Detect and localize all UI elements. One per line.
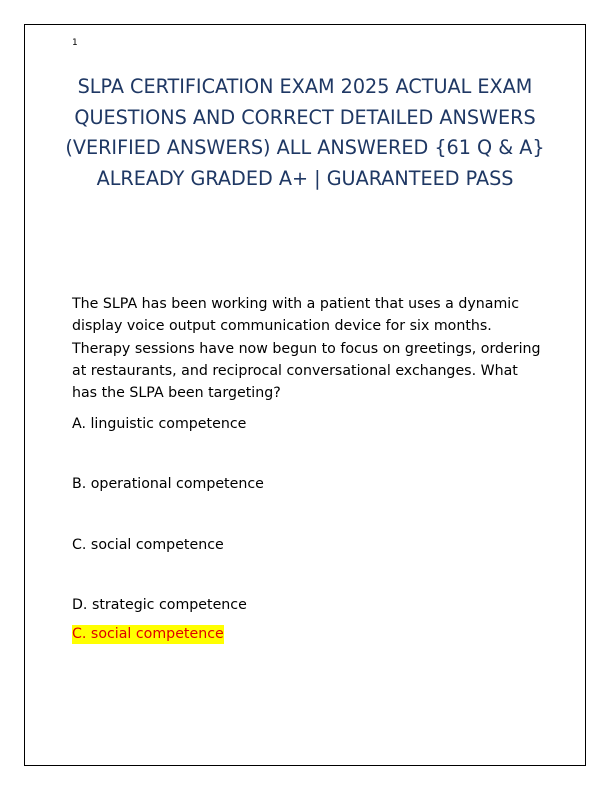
correct-answer: C. social competence xyxy=(72,626,224,642)
option-b: B. operational competence xyxy=(72,476,264,492)
page-number: 1 xyxy=(72,38,78,48)
option-d: D. strategic competence xyxy=(72,597,247,613)
option-a: A. linguistic competence xyxy=(72,416,247,432)
document-title: SLPA CERTIFICATION EXAM 2025 ACTUAL EXAM QUESTIONS AND CORRECT DETAILED ANSWERS (VERIFIED ANSWERS) ALL ANSWERED {61 Q & A} ALREADY GRADED A+ | GUARANTEED PASS xyxy=(65,75,545,190)
question-text: The SLPA has been working with a patient that uses a dynamic display voice output communication device for six months. Therapy sessions have now begun to focus on greetings, ordering at restaurants, and reciprocal conversational exchanges. What has the SLPA been targeting? xyxy=(72,296,541,402)
option-c: C. social competence xyxy=(72,537,224,553)
